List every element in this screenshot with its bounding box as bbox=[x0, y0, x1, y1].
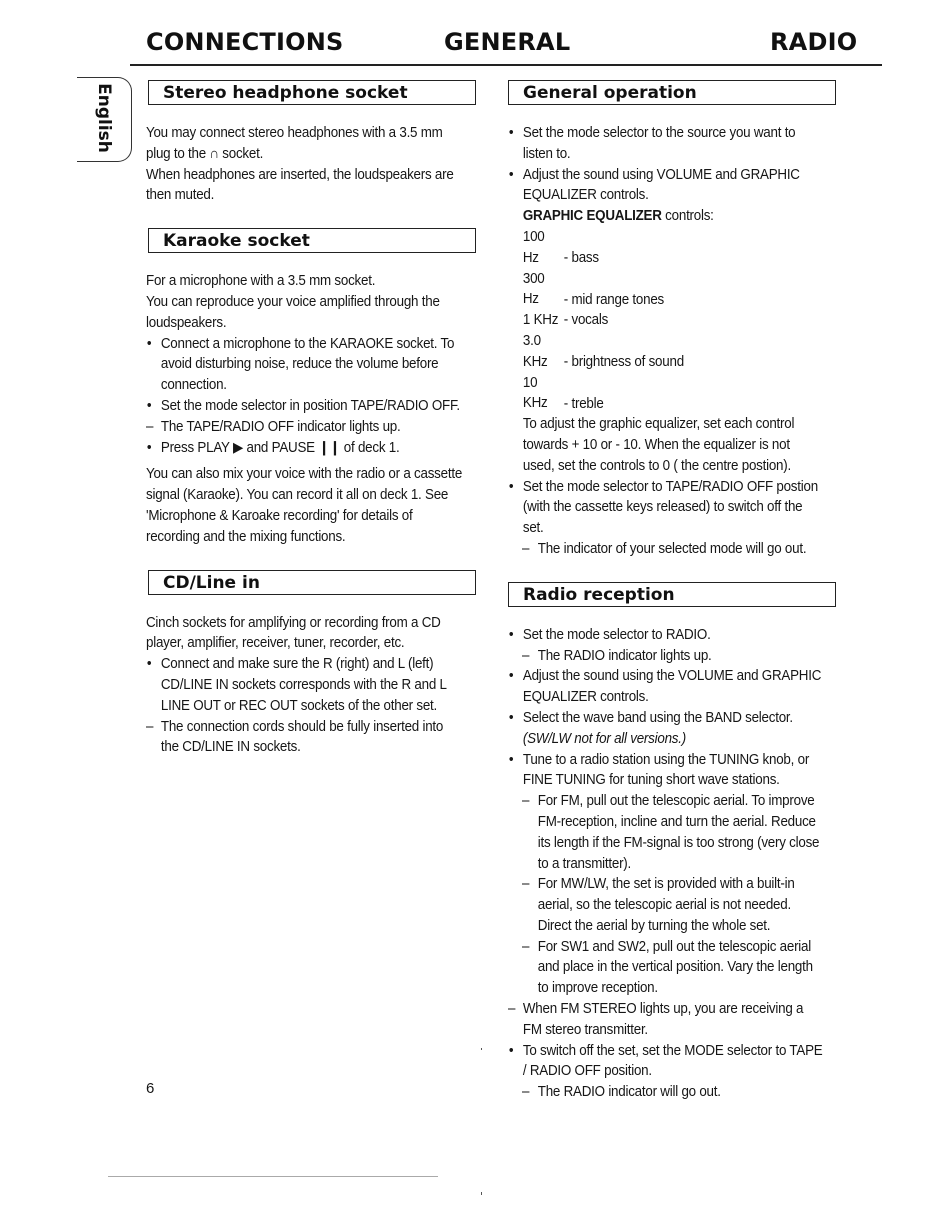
list-item: – For MW/LW, the set is provided with a built-in aerial, so the telescopic aerial is not needed. Direct the aerial by turning the whole set. bbox=[508, 874, 824, 936]
frequency-row bbox=[508, 227, 824, 269]
version-note: (SW/LW not for all versions.) bbox=[522, 730, 686, 747]
equalizer-heading bbox=[508, 206, 824, 227]
list-item: • Connect and make sure the R (right) and L (left) CD/LINE IN sockets corresponds with the R and L LINE OUT or REC OUT sockets of the other set. bbox=[146, 654, 462, 716]
page-number: 6 bbox=[146, 1080, 155, 1097]
list-item: • Connect a microphone to the KARAOKE socket. To avoid disturbing noise, reduce the volume before connection. bbox=[146, 334, 462, 396]
list-item: • Press PLAY ▶ and PAUSE ❙❙ of deck 1. bbox=[146, 438, 462, 459]
frequency-value: 300 Hz bbox=[522, 270, 545, 308]
section-title: CD/Line in bbox=[148, 570, 476, 595]
list-item: • Set the mode selector to TAPE/RADIO OFF postion (with the cassette keys released) to switch off the set. bbox=[508, 477, 824, 539]
frequency-row bbox=[508, 310, 824, 331]
list-item: – The TAPE/RADIO OFF indicator lights up. bbox=[146, 417, 462, 438]
header-radio: RADIO bbox=[770, 28, 858, 56]
frequency-row bbox=[508, 331, 824, 373]
list-item: • To switch off the set, set the MODE selector to TAPE / RADIO OFF position. bbox=[508, 1041, 824, 1083]
paragraph: You can also mix your voice with the radio or a cassette signal (Karaoke). You can record it all on deck 1. See 'Microphone & Karoake recording' for details of recording and the mixing functions. bbox=[146, 466, 463, 545]
frequency-value: 10 KHz bbox=[522, 374, 548, 412]
paragraph: For a microphone with a 3.5 mm socket. bbox=[146, 273, 376, 290]
frequency-desc: - bass bbox=[563, 249, 599, 266]
header-general: GENERAL bbox=[444, 28, 571, 56]
list-item: – The connection cords should be fully inserted into the CD/LINE IN sockets. bbox=[146, 717, 462, 759]
list-item: • Adjust the sound using the VOLUME and GRAPHIC EQUALIZER controls. bbox=[508, 666, 824, 708]
section-title: Stereo headphone socket bbox=[148, 80, 476, 105]
left-column bbox=[146, 80, 486, 758]
list-item: – The indicator of your selected mode will go out. bbox=[508, 539, 824, 560]
frequency-value: 3.0 KHz bbox=[522, 332, 548, 370]
right-column bbox=[508, 80, 848, 1103]
paragraph: You can reproduce your voice amplified through the loudspeakers. bbox=[146, 293, 440, 331]
radio-reception-section bbox=[508, 582, 848, 1103]
list-item: • Tune to a radio station using the TUNING knob, or FINE TUNING for tuning short wave stations. bbox=[508, 750, 824, 792]
frequency-value: 1 KHz bbox=[522, 312, 559, 329]
scan-artifact-dot bbox=[481, 1192, 482, 1195]
section-title: Radio reception bbox=[508, 582, 836, 607]
paragraph: Cinch sockets for amplifying or recording from a CD player, amplifier, receiver, tuner, recorder, etc. bbox=[146, 614, 441, 652]
frequency-desc: - brightness of sound bbox=[563, 353, 684, 370]
section-title: General operation bbox=[508, 80, 836, 105]
list-item: – When FM STEREO lights up, you are receiving a FM stereo transmitter. bbox=[508, 999, 824, 1041]
section-title: Karaoke socket bbox=[148, 228, 476, 253]
general-operation-section bbox=[508, 80, 848, 560]
equalizer-suffix: controls: bbox=[665, 208, 714, 225]
frequency-desc: - vocals bbox=[563, 312, 609, 329]
scan-artifact-line bbox=[108, 1176, 438, 1177]
paragraph: To adjust the graphic equalizer, set each control towards + 10 or - 10. When the equalizer is not used, set the controls to 0 ( the centre postion). bbox=[522, 416, 795, 474]
frequency-desc: - treble bbox=[563, 395, 604, 412]
frequency-row bbox=[508, 269, 824, 311]
list-item: – For FM, pull out the telescopic aerial. To improve FM-reception, incline and turn the aerial. Reduce its length if the FM-signal is too strong (very close to a transmitter). bbox=[508, 791, 824, 874]
list-item: – The RADIO indicator will go out. bbox=[508, 1082, 824, 1103]
list-item: • Adjust the sound using VOLUME and GRAPHIC EQUALIZER controls. bbox=[508, 165, 824, 207]
list-item: • Set the mode selector to the source you want to listen to. bbox=[508, 123, 824, 165]
equalizer-label: GRAPHIC EQUALIZER bbox=[522, 208, 662, 225]
karaoke-section bbox=[146, 228, 486, 547]
paragraph: When headphones are inserted, the loudspeakers are then muted. bbox=[146, 166, 454, 204]
frequency-row bbox=[508, 373, 824, 415]
cd-line-in-section bbox=[146, 570, 486, 759]
list-item: • Set the mode selector in position TAPE/RADIO OFF. bbox=[146, 396, 462, 417]
paragraph: You may connect stereo headphones with a 3.5 mm plug to the ∩ socket. bbox=[146, 125, 443, 162]
language-tab-label: English bbox=[94, 83, 114, 153]
list-item: – For SW1 and SW2, pull out the telescopic aerial and place in the vertical position. Vary the length to improve reception. bbox=[508, 937, 824, 999]
header-connections: CONNECTIONS bbox=[146, 28, 344, 56]
frequency-value: 100 Hz bbox=[522, 228, 545, 266]
list-item: • Select the wave band using the BAND selector. bbox=[508, 708, 824, 729]
header-rule bbox=[130, 64, 882, 66]
stereo-headphone-section bbox=[146, 80, 486, 206]
frequency-desc: - mid range tones bbox=[563, 291, 664, 308]
scan-artifact-dot bbox=[481, 1048, 482, 1050]
list-item: – The RADIO indicator lights up. bbox=[508, 646, 824, 667]
list-item: • Set the mode selector to RADIO. bbox=[508, 625, 824, 646]
